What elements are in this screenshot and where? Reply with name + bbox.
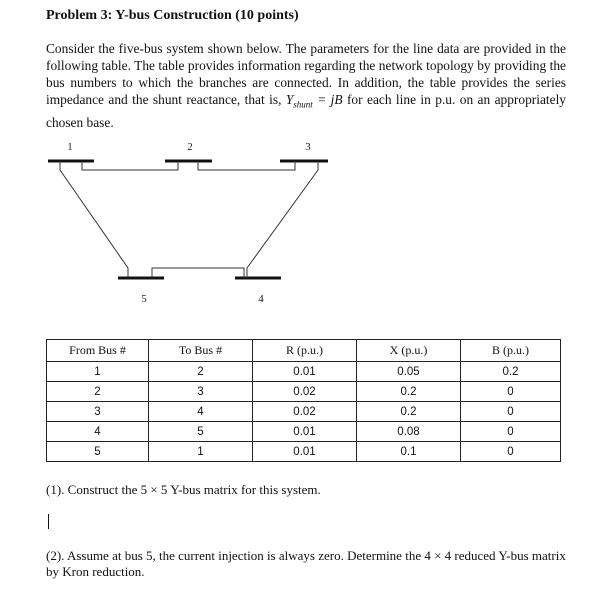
problem-description: [46, 40, 566, 131]
header-to-bus: To Bus #: [149, 340, 253, 362]
bus-label-3: 3: [305, 141, 311, 153]
cell-b: 0: [461, 442, 561, 462]
cell-from: 2: [47, 382, 149, 402]
cell-to: 5: [149, 422, 253, 442]
line-1-2: [82, 161, 178, 170]
cell-to: 1: [149, 442, 253, 462]
five-bus-diagram: [0, 130, 610, 310]
header-x: X (p.u.): [357, 340, 461, 362]
intro-text-after: for each line in p.u. on an appropriately chosen base.: [46, 92, 566, 130]
bus-label-4: 4: [258, 293, 264, 305]
cell-b: 0.2: [461, 362, 561, 382]
line-3-4: [247, 161, 318, 278]
cell-to: 3: [149, 382, 253, 402]
cell-x: 0.2: [357, 402, 461, 422]
cell-r: 0.02: [253, 382, 357, 402]
cell-from: 3: [47, 402, 149, 422]
header-b: B (p.u.): [461, 340, 561, 362]
cell-from: 5: [47, 442, 149, 462]
bus-label-5: 5: [141, 293, 147, 305]
cell-x: 0.1: [357, 442, 461, 462]
line-4-5: [152, 268, 244, 278]
table-row: [47, 402, 561, 422]
cell-r: 0.02: [253, 402, 357, 422]
cell-x: 0.08: [357, 422, 461, 442]
cell-from: 1: [47, 362, 149, 382]
line-data-table: [46, 339, 561, 462]
cell-to: 2: [149, 362, 253, 382]
cell-b: 0: [461, 402, 561, 422]
intro-text-before: Consider the five-bus system shown below. The parameters for the line data are provided in the following table. The table provides information regarding the network topology by providing the bus numbers to which the branches are connected. In addition, the table provides the series impedance and the shunt reactance, that is,: [46, 41, 566, 107]
text-cursor[interactable]: [48, 514, 49, 529]
header-r: R (p.u.): [253, 340, 357, 362]
table-header-row: [47, 340, 561, 362]
cell-r: 0.01: [253, 442, 357, 462]
cell-to: 4: [149, 402, 253, 422]
line-5-1: [60, 161, 128, 278]
bus-label-2: 2: [187, 141, 193, 153]
cell-x: 0.2: [357, 382, 461, 402]
table-row: [47, 442, 561, 462]
cell-r: 0.01: [253, 362, 357, 382]
bus-label-1: 1: [67, 141, 73, 153]
question-1: (1). Construct the 5 × 5 Y-bus matrix for this system.: [46, 482, 321, 497]
cell-from: 4: [47, 422, 149, 442]
cell-x: 0.05: [357, 362, 461, 382]
cell-b: 0: [461, 382, 561, 402]
header-from-bus: From Bus #: [47, 340, 149, 362]
table-row: [47, 382, 561, 402]
problem-title: Problem 3: Y-bus Construction (10 points): [46, 8, 299, 23]
shunt-admittance-symbol: $Y_{shunt}$ = jB: [285, 92, 343, 110]
cell-r: 0.01: [253, 422, 357, 442]
question-2: (2). Assume at bus 5, the current injection is always zero. Determine the 4 × 4 reduced Y-bus matrix by Kron reduction.: [46, 548, 566, 579]
table-row: [47, 422, 561, 442]
table-row: [47, 362, 561, 382]
cell-b: 0: [461, 422, 561, 442]
